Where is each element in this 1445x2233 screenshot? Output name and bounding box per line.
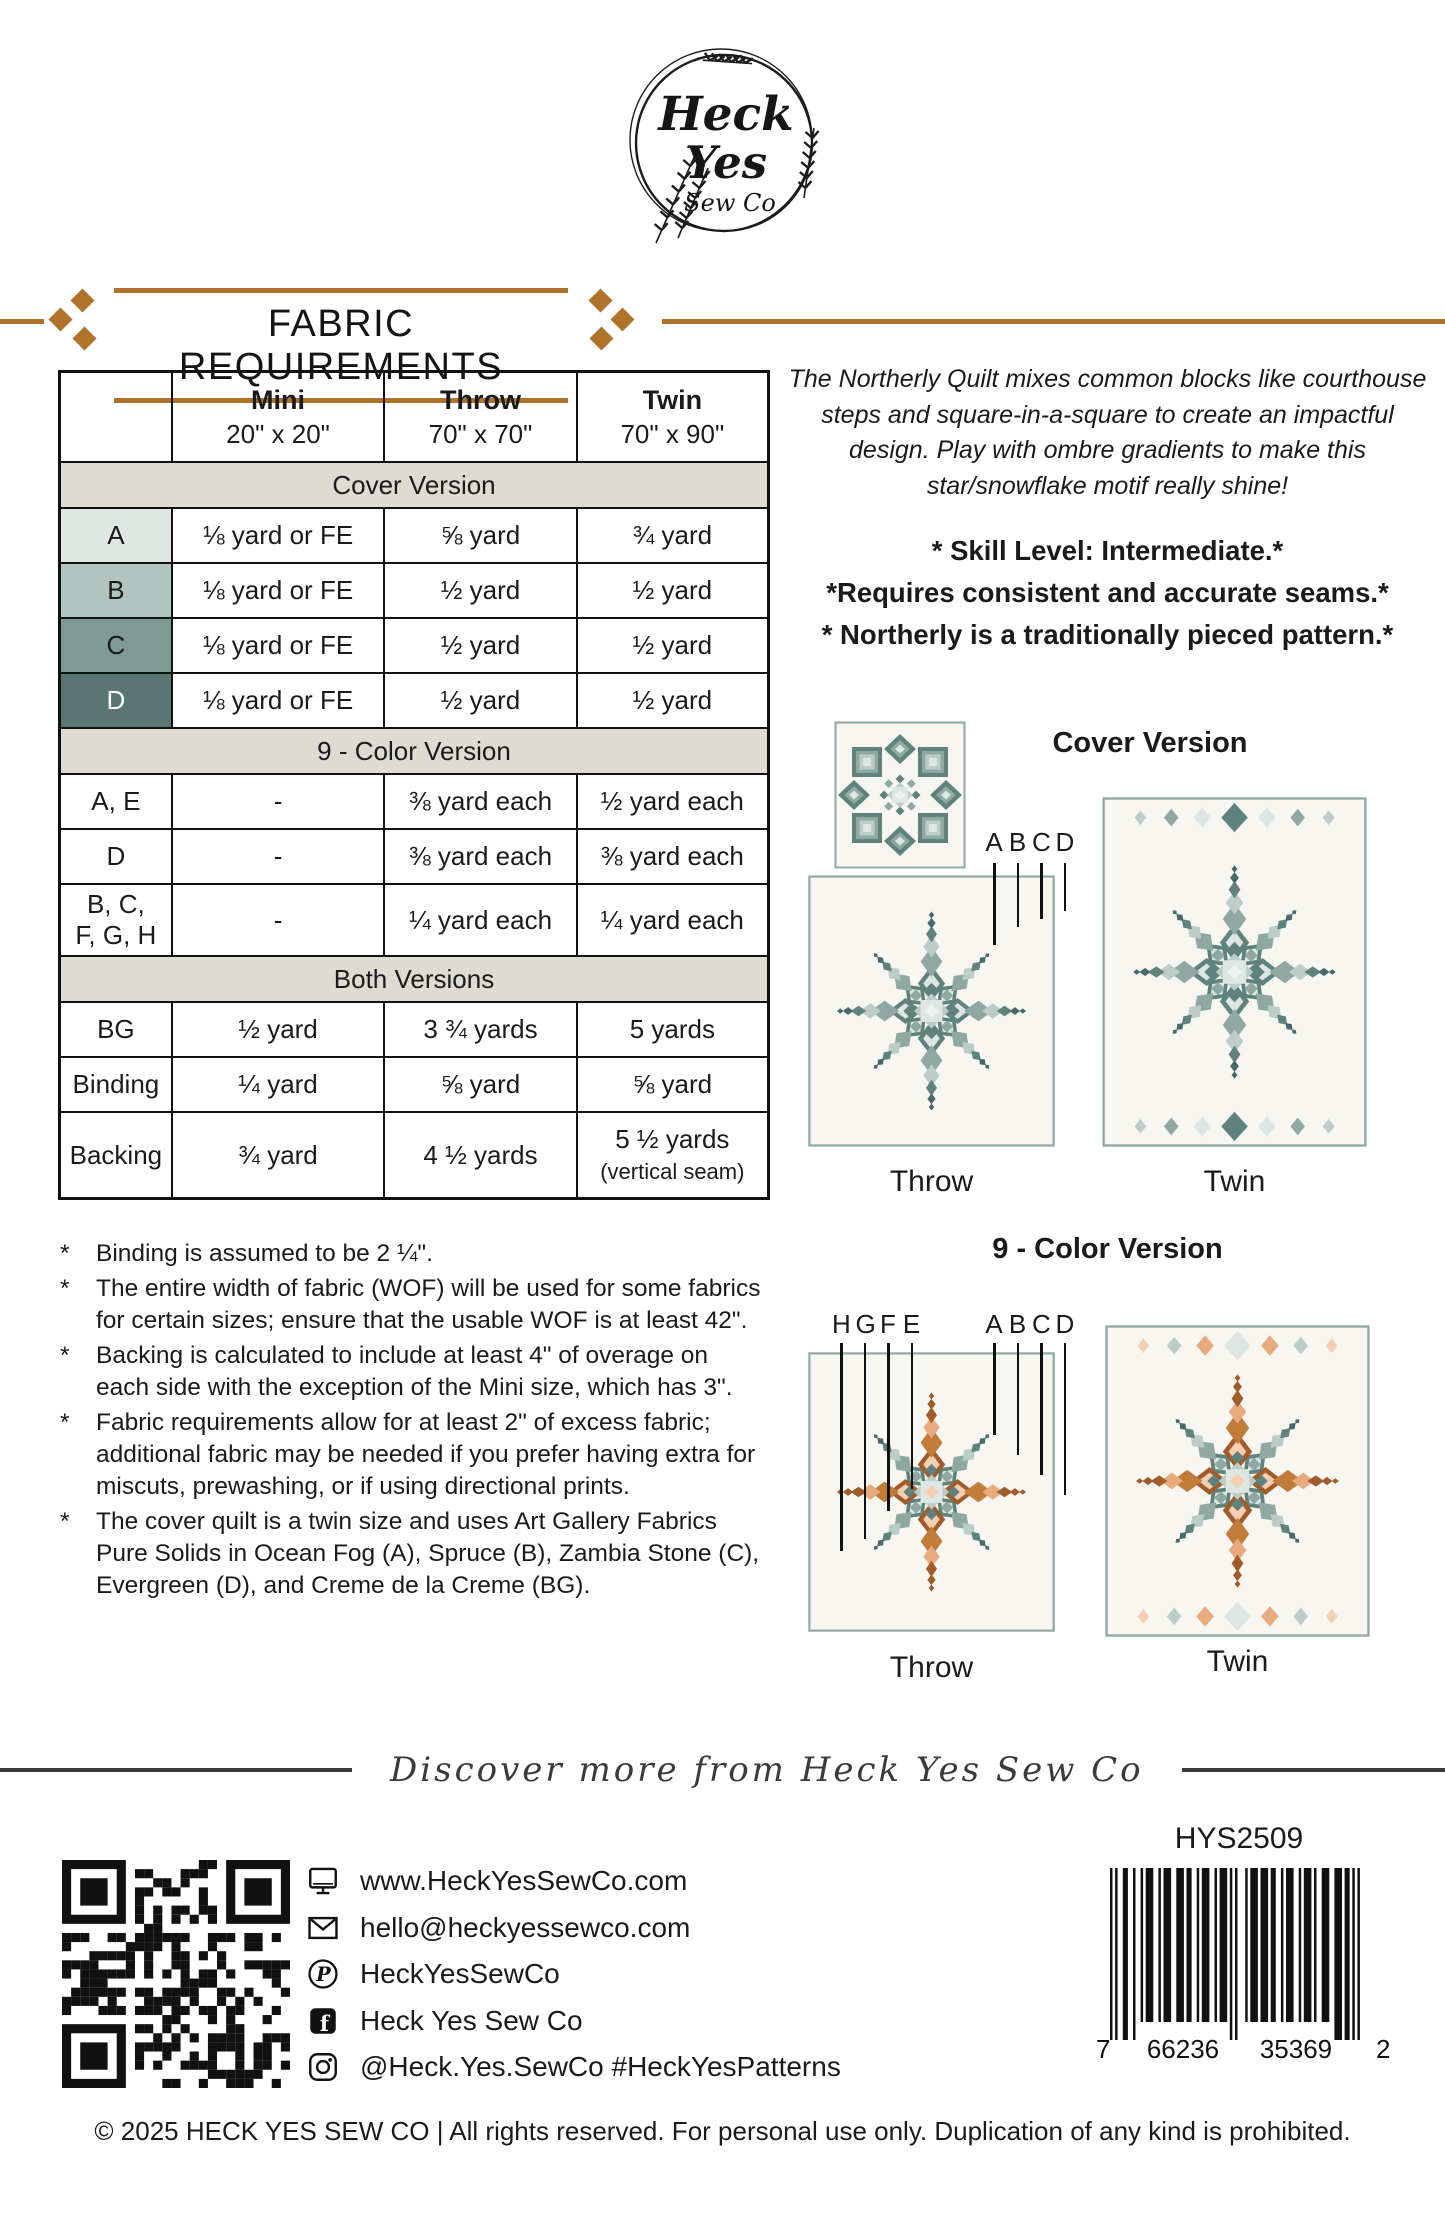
instagram-icon: [306, 2050, 340, 2084]
asterisk: *: [60, 1240, 70, 1267]
upc-barcode: [1088, 1862, 1390, 2070]
table-cell: ¼ yard: [172, 1057, 385, 1112]
table-row: B, C, F, G, H - ¼ yard each ¼ yard each: [60, 884, 769, 956]
leader-line: [993, 1343, 996, 1435]
cover-twin-label: Twin: [1203, 1165, 1266, 1199]
svg-text:Heck: Heck: [657, 87, 794, 142]
table-cell: 4 ½ yards: [384, 1112, 576, 1199]
fabric-letter-label: H: [832, 1309, 851, 1340]
table-cell: ½ yard: [577, 563, 769, 618]
table-row: D - ⅜ yard each ⅜ yard each: [60, 829, 769, 884]
table-cell: ¾ yard: [577, 508, 769, 563]
table-cell: ⅜ yard each: [577, 829, 769, 884]
fabric-letter-label: D: [1055, 827, 1075, 858]
fabric-letter-label: B: [1008, 827, 1027, 858]
svg-text:66236: 66236: [1146, 2034, 1220, 2064]
contact-row: [306, 1858, 926, 1905]
footnote-item: * Binding is assumed to be 2 ¼".: [60, 1238, 766, 1270]
fabric-requirements-table: [58, 370, 770, 1200]
logo-icon: [608, 28, 838, 263]
table-row: A, E - ⅜ yard each ½ yard each: [60, 774, 769, 829]
table-cell: ⅛ yard or FE: [172, 508, 385, 563]
table-cell: ¾ yard: [172, 1112, 385, 1199]
section-band-row: Cover Version: [60, 462, 769, 508]
nine-color-version-section: [770, 1227, 1445, 1707]
website-icon: [306, 1864, 340, 1898]
fabric-letter-label: B: [1008, 1309, 1027, 1340]
fabric-letter-label: G: [855, 1309, 876, 1340]
table-cell: -: [172, 829, 385, 884]
table-cell: ½ yard: [172, 1002, 385, 1057]
contact-text: HeckYesSewCo: [360, 1958, 560, 1990]
fabric-letter-label: A: [985, 1309, 1003, 1340]
nine-color-version-title: 9 - Color Version: [992, 1233, 1223, 1266]
leader-line: [1017, 863, 1020, 927]
footnote-item: * Backing is calculated to include at least 4" of overage on each side with the exception of the Mini size, which has 3".: [60, 1340, 766, 1404]
skill-level-block: [770, 530, 1445, 655]
footnote-item: * Fabric requirements allow for at least 2" of excess fabric; additional fabric may be needed if you prefer having extra for miscuts, prewashing, or if using directional prints.: [60, 1407, 766, 1503]
table-cell: ½ yard: [577, 673, 769, 728]
table-cell: ⅝ yard: [384, 508, 576, 563]
table-cell: ⅝ yard: [577, 1057, 769, 1112]
heck-yes-sew-co-logo: [608, 28, 838, 263]
cover-throw-label: Throw: [889, 1165, 974, 1199]
table-row: B ⅛ yard or FE ½ yard ½ yard: [60, 563, 769, 618]
table-cell: ¼ yard each: [384, 884, 576, 956]
table-cell: -: [172, 774, 385, 829]
table-cell: ½ yard: [384, 673, 576, 728]
fabric-letter-label: D: [1055, 1309, 1075, 1340]
table-row: Binding ¼ yard ⅝ yard ⅝ yard: [60, 1057, 769, 1112]
table-cell: ⅝ yard: [384, 1057, 576, 1112]
section-band-row: Both Versions: [60, 956, 769, 1002]
asterisk: *: [60, 1275, 70, 1302]
table-cell: ½ yard: [384, 563, 576, 618]
table-cell: ⅛ yard or FE: [172, 563, 385, 618]
discover-banner: [0, 1750, 1445, 1790]
table-cell: 5 yards: [577, 1002, 769, 1057]
table-cell: 5 ½ yards (vertical seam): [577, 1112, 769, 1199]
contact-row: [306, 1951, 926, 1998]
table-cell: ½ yard: [384, 618, 576, 673]
page-title: FABRIC REQUIREMENTS: [178, 303, 504, 388]
contact-row: [306, 1905, 926, 1952]
svg-text:Sew Co: Sew Co: [683, 189, 776, 217]
pattern-description: The Northerly Quilt mixes common blocks like courthouse steps and square-in-a-square to create an impactful design. Play with ombre gradients to make this star/snowflake motif really shine!: [788, 365, 1427, 500]
cover-version-section: [770, 679, 1445, 1227]
pinterest-icon: [306, 1957, 340, 1991]
copyright-line: © 2025 HECK YES SEW CO | All rights reserved. For personal use only. Duplication of any kind is prohibited.: [94, 2116, 1351, 2146]
section-band-row: 9 - Color Version: [60, 728, 769, 774]
banner-rule-left: [0, 319, 44, 324]
corner-cell: [60, 372, 172, 463]
leader-line: [1064, 1343, 1067, 1495]
table-row: C ⅛ yard or FE ½ yard ½ yard: [60, 618, 769, 673]
fabric-letter-label: C: [1032, 827, 1051, 858]
nine-twin-label: Twin: [1206, 1645, 1269, 1679]
table-cell: ½ yard each: [577, 774, 769, 829]
table-cell: 3 ¾ yards: [384, 1002, 576, 1057]
contact-text: www.HeckYesSewCo.com: [360, 1865, 688, 1897]
contact-text: Heck Yes Sew Co: [360, 2004, 583, 2036]
diamond-ornament-left: [52, 292, 102, 348]
fabric-requirements-banner: [0, 288, 1445, 388]
discover-script-text: Discover more from Heck Yes Sew Co: [390, 1750, 1144, 1790]
facebook-icon: [306, 2004, 340, 2038]
svg-text:Yes: Yes: [684, 136, 767, 189]
banner-rule-right: [662, 319, 1445, 324]
svg-text:35369: 35369: [1259, 2034, 1333, 2064]
column-header: Twin 70" x 90": [577, 372, 769, 463]
table-cell: -: [172, 884, 385, 956]
left-column: [58, 370, 770, 1605]
svg-text:2: 2: [1376, 2034, 1390, 2064]
fabric-letter-label: F: [880, 1309, 896, 1340]
table-header-row: [60, 372, 769, 463]
column-header: Throw 70" x 70": [384, 372, 576, 463]
svg-text:P: P: [316, 1963, 331, 1987]
footnote-item: * The cover quilt is a twin size and uses Art Gallery Fabrics Pure Solids in Ocean Fog (A), Spruce (B), Zambia Stone (C), Evergreen (D), and Creme de la Creme (BG).: [60, 1506, 766, 1602]
leader-line: [864, 1343, 867, 1539]
leader-line: [1040, 863, 1043, 919]
table-row: A ⅛ yard or FE ⅝ yard ¾ yard: [60, 508, 769, 563]
cover-twin-quilt-image: [1102, 797, 1367, 1147]
skill-line-1: * Skill Level: Intermediate.*: [931, 535, 1284, 566]
cover-version-title: Cover Version: [1052, 727, 1248, 760]
leader-line: [840, 1343, 843, 1551]
leader-line: [1064, 863, 1067, 911]
table-cell: ½ yard: [577, 618, 769, 673]
table-row: D ⅛ yard or FE ½ yard ½ yard: [60, 673, 769, 728]
fabric-letter-label: C: [1032, 1309, 1051, 1340]
nine-throw-label: Throw: [889, 1651, 974, 1685]
contact-list: [306, 1858, 926, 2091]
skill-line-2: *Requires consistent and accurate seams.*: [826, 576, 1389, 608]
asterisk: *: [60, 1508, 70, 1535]
footer-rule-right: [1182, 1768, 1445, 1772]
footnote-item: * The entire width of fabric (WOF) will be used for some fabrics for certain sizes; ensure that the usable WOF is at least 42".: [60, 1273, 766, 1337]
table-row: BG ½ yard 3 ¾ yards 5 yards: [60, 1002, 769, 1057]
table-row: Backing ¾ yard 4 ½ yards 5 ½ yards (vertical seam): [60, 1112, 769, 1199]
contact-text: hello@heckyessewco.com: [360, 1911, 691, 1943]
footer-rule-left: [0, 1768, 352, 1772]
leader-line: [993, 863, 996, 945]
diamond-ornament-right: [584, 292, 634, 348]
table-cell: ⅛ yard or FE: [172, 618, 385, 673]
column-header: Mini 20" x 20": [172, 372, 385, 463]
footnotes-list: [60, 1238, 766, 1602]
barcode-digit-left: 7: [1096, 2034, 1111, 2064]
qr-code: [62, 1860, 290, 2088]
contact-row: [306, 1998, 926, 2045]
mini-quilt-image: [834, 721, 966, 869]
nine-color-twin-quilt-image: [1105, 1325, 1370, 1637]
svg-text:f: f: [319, 2011, 329, 2037]
asterisk: *: [60, 1409, 70, 1436]
right-column: [770, 362, 1445, 1707]
pattern-sku: HYS2509: [1174, 1822, 1304, 1855]
leader-line: [1040, 1343, 1043, 1475]
asterisk: *: [60, 1342, 70, 1369]
leader-line: [887, 1343, 890, 1511]
table-cell: ⅜ yard each: [384, 829, 576, 884]
leader-line: [1017, 1343, 1020, 1455]
table-cell: ⅛ yard or FE: [172, 673, 385, 728]
skill-line-3: * Northerly is a traditionally pieced pattern.*: [821, 618, 1394, 650]
contact-text: @Heck.Yes.SewCo #HeckYesPatterns: [360, 2051, 841, 2083]
fabric-letter-label: E: [902, 1309, 921, 1340]
email-icon: [306, 1911, 340, 1945]
leader-line: [911, 1343, 914, 1489]
table-cell: ¼ yard each: [577, 884, 769, 956]
contact-row: [306, 2044, 926, 2091]
fabric-letter-label: A: [985, 827, 1003, 858]
table-cell: ⅜ yard each: [384, 774, 576, 829]
